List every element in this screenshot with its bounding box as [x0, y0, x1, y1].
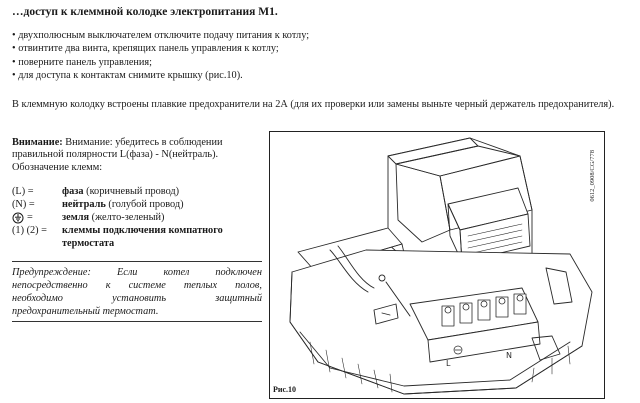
polarity-note [12, 137, 260, 174]
terminal-code: = [27, 212, 33, 223]
warning-rule-bottom [12, 321, 262, 322]
terminal-code: (L) = [12, 186, 34, 197]
terminal-name: фаза [62, 186, 84, 197]
terminal-name: клеммы подключения компатного [62, 225, 223, 236]
terminal-desc: (желто-зеленый) [89, 212, 165, 223]
instruction-list [12, 29, 309, 83]
instruction-item: • для доступа к контактам снимите крышку (рис.10). [12, 69, 309, 82]
figure-frame [269, 131, 605, 399]
instruction-item: • поверните панель управления; [12, 56, 309, 69]
fuse-paragraph: В клеммную колодку встроены плавкие предохранители на 2А (для их проверки или замены выньте черный держатель предохранителя). [12, 99, 615, 110]
figure-code: 0612_0908/CG/778 [589, 150, 596, 202]
warning-rule-top [12, 261, 262, 262]
note-text: Внимание: убедитесь в соблюдении правильной полярности L(фаза) - N(нейтраль). Обозначение клемм: [12, 137, 223, 173]
warning-line: непосредственно к системе теплых полов, [12, 280, 262, 291]
instruction-item: • двухполюсным выключателем отключите подачу питания к котлу; [12, 29, 309, 42]
warning-line: предохранительный термостат. [12, 306, 159, 317]
terminal-name: земля [62, 212, 90, 223]
terminal-row [12, 211, 223, 224]
figure-caption: Рис.10 [273, 385, 297, 394]
terminal-code: (1) (2) = [12, 225, 47, 236]
terminal-desc: (голубой провод) [105, 199, 184, 210]
terminal-code: (N) = [12, 199, 35, 210]
note-label: Внимание: [12, 137, 63, 148]
terminal-row [12, 224, 223, 237]
control-panel-drawing [270, 132, 604, 398]
instruction-item: • отвинтите два винта, крепящих панель управления к котлу; [12, 42, 309, 55]
warning-line: необходимо установить защитный [12, 293, 262, 304]
section-heading: …доступ к клеммной колодке электропитания М1. [12, 6, 278, 18]
terminal-legend [12, 185, 223, 250]
terminal-desc: (коричневый провод) [83, 186, 180, 197]
terminal-row [12, 237, 223, 250]
terminal-row [12, 198, 223, 211]
terminal-mark-l: L [446, 359, 451, 368]
terminal-name: нейтраль [62, 199, 106, 210]
warning-box [12, 266, 262, 318]
terminal-row [12, 185, 223, 198]
terminal-mark-n: N [506, 351, 512, 360]
ground-icon [12, 212, 24, 224]
terminal-name-cont: термостата [62, 238, 115, 249]
warning-line: Предупреждение: Если котел подключен [12, 267, 262, 278]
